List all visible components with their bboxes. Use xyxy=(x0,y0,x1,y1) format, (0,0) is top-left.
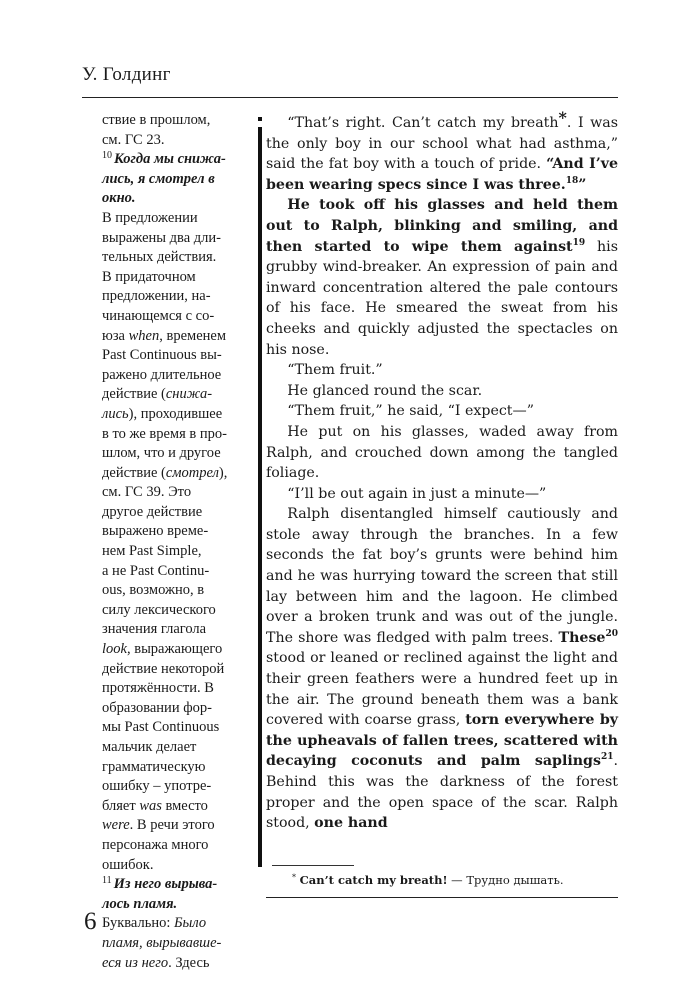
annotation-line: другое действие xyxy=(102,503,203,520)
annotation-line: ствие в прошлом, xyxy=(102,112,211,128)
annotation-line: значения глагола xyxy=(102,621,207,638)
annotation-line: выражено време- xyxy=(102,523,209,540)
annotation-line: персонажа много xyxy=(102,836,209,853)
footnote-divider xyxy=(272,865,354,866)
note-ref: 18 xyxy=(565,175,579,186)
annotation-line: ous, возможно, в xyxy=(102,582,205,599)
paragraph: “That’s right. Can’t catch my breath*. I was the only boy in our school what had asthma,” said the fat boy with a touch of pride. “And I’ve been wearing specs since I was three.$^{18}$” xyxy=(266,108,618,193)
annotation-line: Буквально: Было xyxy=(102,915,207,932)
annotation-line: еся из него. Здесь xyxy=(102,954,210,971)
paragraph: “Them fruit.” xyxy=(287,362,383,379)
annotation-line: в то же время в про- xyxy=(102,425,227,442)
annotation-line: юза when, временем xyxy=(102,327,226,344)
annotation-line: лись, я смотрел в xyxy=(102,170,215,187)
paragraph: He glanced round the scar. xyxy=(287,382,483,399)
bottom-divider xyxy=(266,897,618,898)
annotation-line: were. В речи этого xyxy=(102,817,215,834)
annotation-line: силу лексического xyxy=(102,601,216,618)
note-number: 11 xyxy=(102,875,112,887)
note-number: 10 xyxy=(102,150,112,162)
margin-marker-bar xyxy=(258,127,262,867)
annotation-line: пламя, вырывавше- xyxy=(102,934,222,951)
note-ref: 19 xyxy=(572,237,586,248)
annotation-10-heading: $^{10}$ Когда мы снижа- xyxy=(102,150,226,168)
annotation-line: а не Past Continu- xyxy=(102,562,210,579)
annotation-line: лись), проходившее xyxy=(102,405,223,422)
page-number: 6 xyxy=(84,908,97,935)
paragraph: “Them fruit,” he said, “I expect—” xyxy=(287,403,534,420)
annotation-line: ошибку – употре- xyxy=(102,778,212,795)
annotation-line: бляет was вместо xyxy=(102,797,208,814)
annotation-line: чинающемся с со- xyxy=(102,307,215,324)
annotation-line: Past Continuous вы- xyxy=(102,347,222,364)
annotation-line: см. ГС 39. Это xyxy=(102,484,192,501)
annotation-line: В предложении xyxy=(102,209,198,226)
annotation-sidebar xyxy=(102,111,254,973)
paragraph: He took off his glasses and held them out to Ralph, blinking and smiling, and then started to wipe them against$^{19}$ his grubby wind-breaker. An expression of pain and inward concentration altered the pale contours of his face. He smeared the sweat from his cheeks and quickly adjusted the spectacles on his nose. xyxy=(266,197,618,358)
header-divider xyxy=(82,97,618,98)
footnote-star: * xyxy=(292,873,296,882)
paragraph: He put on his glasses, waded away from Ralph, and crouched down among the tangled foliage. xyxy=(266,423,618,482)
annotation-line: действие (смотрел), xyxy=(102,464,228,481)
footnote: * Can’t catch my breath! — Трудно дышать. xyxy=(292,873,564,887)
margin-marker-dot xyxy=(258,117,262,121)
annotation-line: look, выражающего xyxy=(102,641,223,658)
annotation-line: образовании фор- xyxy=(102,699,212,716)
annotation-line: выражены два дли- xyxy=(102,229,221,246)
annotation-line: см. ГС 23. xyxy=(102,131,165,148)
annotation-line: окно. xyxy=(102,190,136,207)
annotation-line: ражено длительное xyxy=(102,366,222,383)
annotation-line: действие некоторой xyxy=(102,660,225,677)
footnote-marker: * xyxy=(558,108,567,127)
annotation-line: предложении, на- xyxy=(102,288,211,305)
annotation-line: В придаточном xyxy=(102,268,196,285)
annotation-line: ошибок. xyxy=(102,856,154,873)
annotation-line: шлом, что и другое xyxy=(102,445,221,462)
paragraph: Ralph disentangled himself cautiously and stole away through the branches. In a few seconds the fat boy’s grunts were behind him and he was hurrying toward the screen that still lay between him and the lagoon. He climbed over a broken trunk and was out of the jungle. The shore was fledged with palm trees. These$^{20}$ stood or leaned or reclined against the light and their green feathers were a hundred feet up in the air. The ground beneath them was a bank covered with coarse grass, torn everywhere by the upheavals of fallen trees, scattered with decaying coconuts and palm saplings$^{21}$. Behind this was the darkness of the forest proper and the open space of the scar. Ralph stood, one hand xyxy=(266,506,618,832)
annotation-line: действие (снижа- xyxy=(102,386,213,403)
annotation-line: тельных действия. xyxy=(102,249,217,266)
annotation-line: лось пламя. xyxy=(102,895,178,912)
note-ref: 21 xyxy=(600,752,614,763)
annotation-line: мы Past Continuous xyxy=(102,719,220,736)
note-ref: 20 xyxy=(605,628,618,639)
annotation-line: протяжённости. В xyxy=(102,680,214,697)
annotation-11-heading: $^{11}$ Из него вырыва- xyxy=(102,875,218,893)
running-header-author: У. Голдинг xyxy=(82,64,171,85)
main-text-column xyxy=(266,108,618,834)
annotation-line: мальчик делает xyxy=(102,739,197,755)
annotation-line: нем Past Simple, xyxy=(102,543,202,560)
paragraph: “I’ll be out again in just a minute—” xyxy=(287,485,547,502)
annotation-line: грамматическую xyxy=(102,758,206,775)
